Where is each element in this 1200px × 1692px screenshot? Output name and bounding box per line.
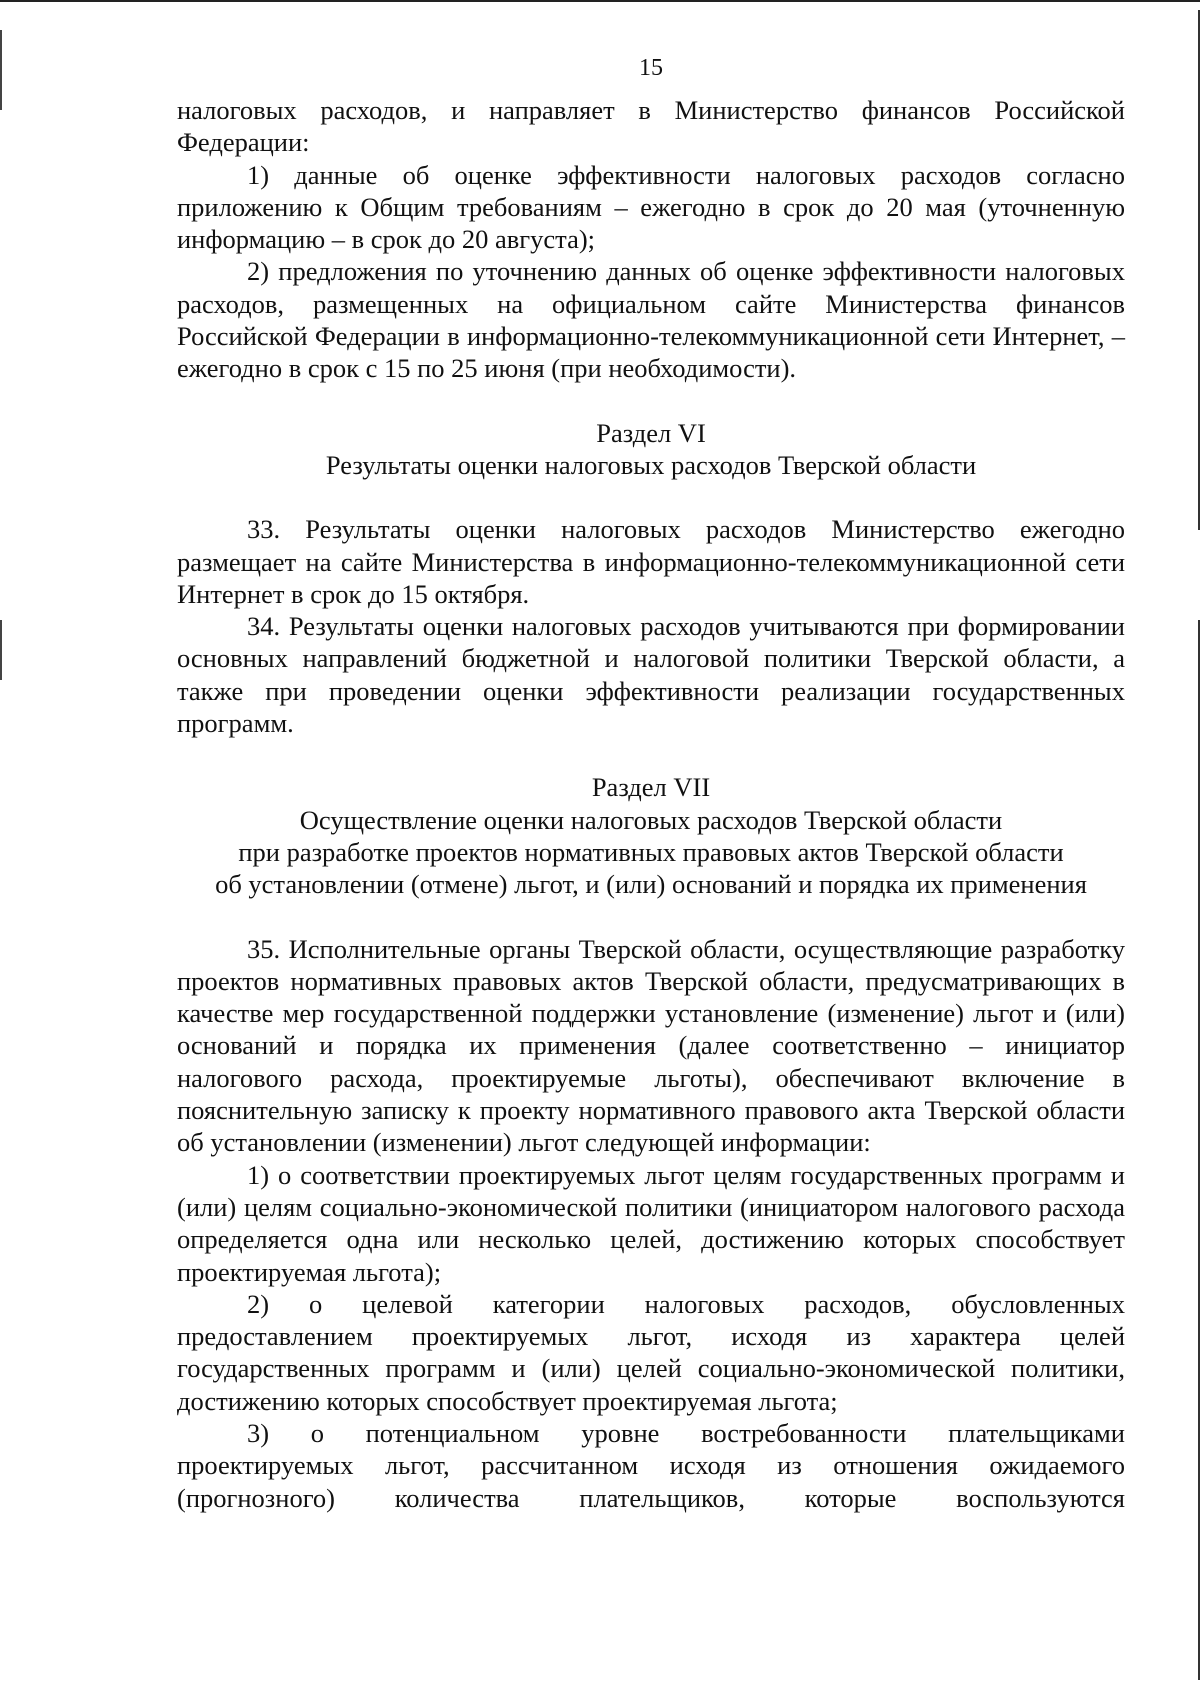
document-page: [177, 52, 1125, 1514]
section-label: Раздел VI: [596, 417, 706, 448]
numbered-paragraph: 34. Результаты оценки налоговых расходов учитываются при формировании основных направлений бюджетной и налоговой политики Тверской области, а также при проведении оценки эффективности реализации государственных программ.: [177, 611, 1125, 739]
scan-edge-left: [0, 30, 2, 110]
spacer: [177, 481, 1125, 513]
scan-edge-top: [0, 0, 1200, 2]
section-title-line: об установлении (отмене) льгот, и (или) оснований и порядка их применения: [215, 869, 1087, 900]
spacer: [177, 739, 1125, 771]
page-number: 15: [639, 55, 663, 81]
spacer: [177, 385, 1125, 417]
list-item: 1) о соответствии проектируемых льгот целям государственных программ и (или) целям социально-экономической политики (инициатором налогового расхода определяется одна или несколько целей, достижению которых способствует проектируемая льгота);: [177, 1159, 1125, 1287]
list-item: 2) о целевой категории налоговых расходов, обусловленных предоставлением проектируемых льгот, исходя из характера целей государственных программ и (или) целей социально-экономической политики, достижению которых способствует проектируемая льгота;: [177, 1288, 1125, 1416]
paragraph-continuation: налоговых расходов, и направляет в Министерство финансов Российской Федерации:: [177, 95, 1125, 158]
list-item: 1) данные об оценке эффективности налоговых расходов согласно приложению к Общим требованиям – ежегодно в срок до 20 мая (уточненную информацию – в срок до 20 августа);: [177, 159, 1125, 255]
section-title-line: при разработке проектов нормативных правовых актов Тверской области: [238, 836, 1064, 867]
numbered-paragraph: 33. Результаты оценки налоговых расходов Министерство ежегодно размещает на сайте Министерства в информационно-телекоммуникационной сети Интернет в срок до 15 октября.: [177, 514, 1125, 609]
numbered-paragraph: 35. Исполнительные органы Тверской области, осуществляющие разработку проектов нормативных правовых актов Тверской области, предусматривающих в качестве мер государственной поддержки установление (изменение) льгот и (или) оснований и порядка их применения (далее соответственно – инициатор налогового расхода, проектируемые льготы), обеспечивают включение в пояснительную записку к проекту нормативного правового акта Тверской области об установлении (изменении) льгот следующей информации:: [177, 933, 1125, 1158]
list-item: 3) о потенциальном уровне востребованности плательщиками проектируемых льгот, рассчитанном исходя из отношения ожидаемого (прогнозного) количества плательщиков, которые воспользуются: [177, 1417, 1125, 1513]
list-item: 2) предложения по уточнению данных об оценке эффективности налоговых расходов, размещенных на официальном сайте Министерства финансов Российской Федерации в информационно-телекоммуникационной сети Интернет, – ежегодно в срок с 15 по 25 июня (при необходимости).: [177, 256, 1125, 384]
spacer: [177, 901, 1125, 933]
section-label: Раздел VII: [591, 772, 711, 803]
section-title-line: Осуществление оценки налоговых расходов Тверской области: [299, 804, 1003, 835]
section-title: Результаты оценки налоговых расходов Тверской области: [325, 449, 977, 480]
scan-edge-left: [0, 620, 2, 680]
